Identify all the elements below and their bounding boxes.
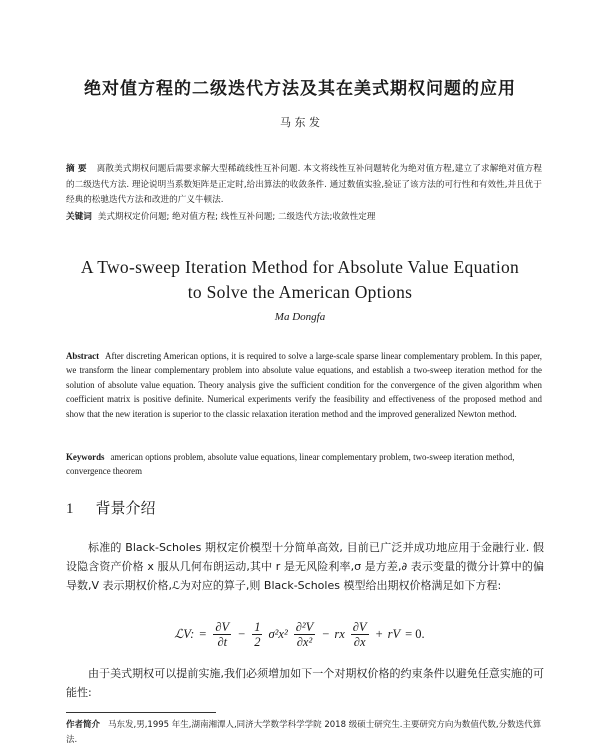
body-paragraph-2: 由于美式期权可以提前实施,我们必须增加如下一个对期权价格的约束条件以避免任意实施的可能性:	[66, 667, 544, 699]
eq-minus-2: −	[322, 626, 330, 641]
author-name-cn: 马 东 发	[280, 116, 320, 129]
keywords-en-text: american options problem, absolute value equations, linear complementary problem, two-sweep iteration method, convergence theorem	[66, 452, 515, 477]
eq-frac4-num: ∂V	[352, 619, 367, 634]
eq-frac2-num: 1	[254, 619, 261, 634]
eq-frac4-den: ∂x	[353, 634, 366, 649]
keywords-en-label: Keywords	[66, 452, 105, 462]
eq-frac-dv-dx	[351, 620, 369, 649]
keywords-cn	[66, 210, 542, 225]
section-number: 1	[66, 501, 74, 517]
eq-sigma-x: σ²x²	[268, 626, 288, 641]
abstract-cn	[66, 162, 542, 209]
eq-end: = 0.	[405, 626, 425, 641]
body-paragraph-1: 标准的 Black-Scholes 期权定价模型十分简单高效, 目前已广泛并成功地应用于金融行业. 假设隐含资产价格 x 服从几何布朗运动,其中 r 是无风险利率,σ 是方差,∂ 表示变量的微分计算中的偏导数,V 表示期权价格,ℒ为对应的算子,则 Black-Scholes 模型给出期权价格满足如下方程:	[66, 541, 544, 592]
eq-frac-d2v-dx2	[294, 620, 316, 649]
author-footnote	[66, 718, 544, 748]
eq-frac1-num: ∂V	[215, 619, 230, 634]
eq-rx: rx	[334, 626, 345, 641]
paper-title-en	[0, 255, 600, 305]
footnote-divider	[66, 712, 216, 713]
abstract-cn-label: 摘 要	[66, 164, 87, 174]
keywords-cn-label: 关键词	[66, 212, 92, 222]
paper-title-cn: 绝对值方程的二级迭代方法及其在美式期权问题的应用	[84, 79, 516, 99]
eq-frac-dv-dt	[213, 620, 231, 649]
keywords-cn-text: 美式期权定价问题; 绝对值方程; 线性互补问题; 二级迭代方法;收敛性定理	[97, 212, 376, 222]
eq-frac3-den: ∂x²	[296, 634, 313, 649]
eq-lhs: ℒV:	[174, 627, 195, 641]
eq-equals: =	[199, 626, 207, 641]
eq-plus: +	[375, 626, 383, 641]
abstract-cn-text: 离散美式期权问题后需要求解大型稀疏线性互补问题. 本文将线性互补问题转化为绝对值方程,建立了求解绝对值方程的二级迭代方法. 理论说明当系数矩阵是正定时,给出算法的收敛条件. 通过数值实验,验证了该方法的可行性和有效性,并且优于经典的松驰迭代方法和改进的广义牛顿法.	[66, 164, 542, 205]
keywords-en	[66, 450, 542, 479]
paper-title-en-line2: to Solve the American Options	[187, 282, 413, 302]
eq-frac2-den: 2	[254, 634, 261, 649]
eq-frac1-den: ∂t	[217, 634, 228, 649]
abstract-en-label: Abstract	[66, 351, 100, 361]
paper-title-en-line1: A Two-sweep Iteration Method for Absolute Value Equation	[80, 257, 520, 277]
footnote-label: 作者简介	[66, 720, 101, 730]
abstract-en	[66, 349, 542, 421]
eq-rv: rV	[387, 626, 401, 641]
section-title: 背景介绍	[95, 499, 156, 517]
author-name-en: Ma Dongfa	[274, 311, 326, 323]
footnote-text: 马东发,男,1995 年生,湖南湘潭人,同济大学数学科学学院 2018 级硕士研究生.主要研究方向为数值代数,分数迭代算法.	[66, 720, 542, 745]
black-scholes-equation	[0, 616, 600, 652]
eq-minus-1: −	[238, 626, 246, 641]
eq-frac-half	[252, 620, 262, 649]
abstract-en-text: After discreting American options, it is required to solve a large-scale sparse linear complementary problem. In this paper, we transform the linear complementary problem into absolute value equations, and establish a two-sweep iteration method for the solution of absolute value equation. Theory analysis give the sufficient condition for the convergence of the given algorithm when coefficient matrix is positive definite. Numerical experiments verify the feasibility and effectiveness of the proposed method and show that the new iteration is superior to the classic relaxation iteration method and the improved generalized Newton method.	[66, 351, 542, 419]
eq-frac3-num: ∂²V	[295, 619, 314, 634]
section-heading	[66, 497, 156, 518]
